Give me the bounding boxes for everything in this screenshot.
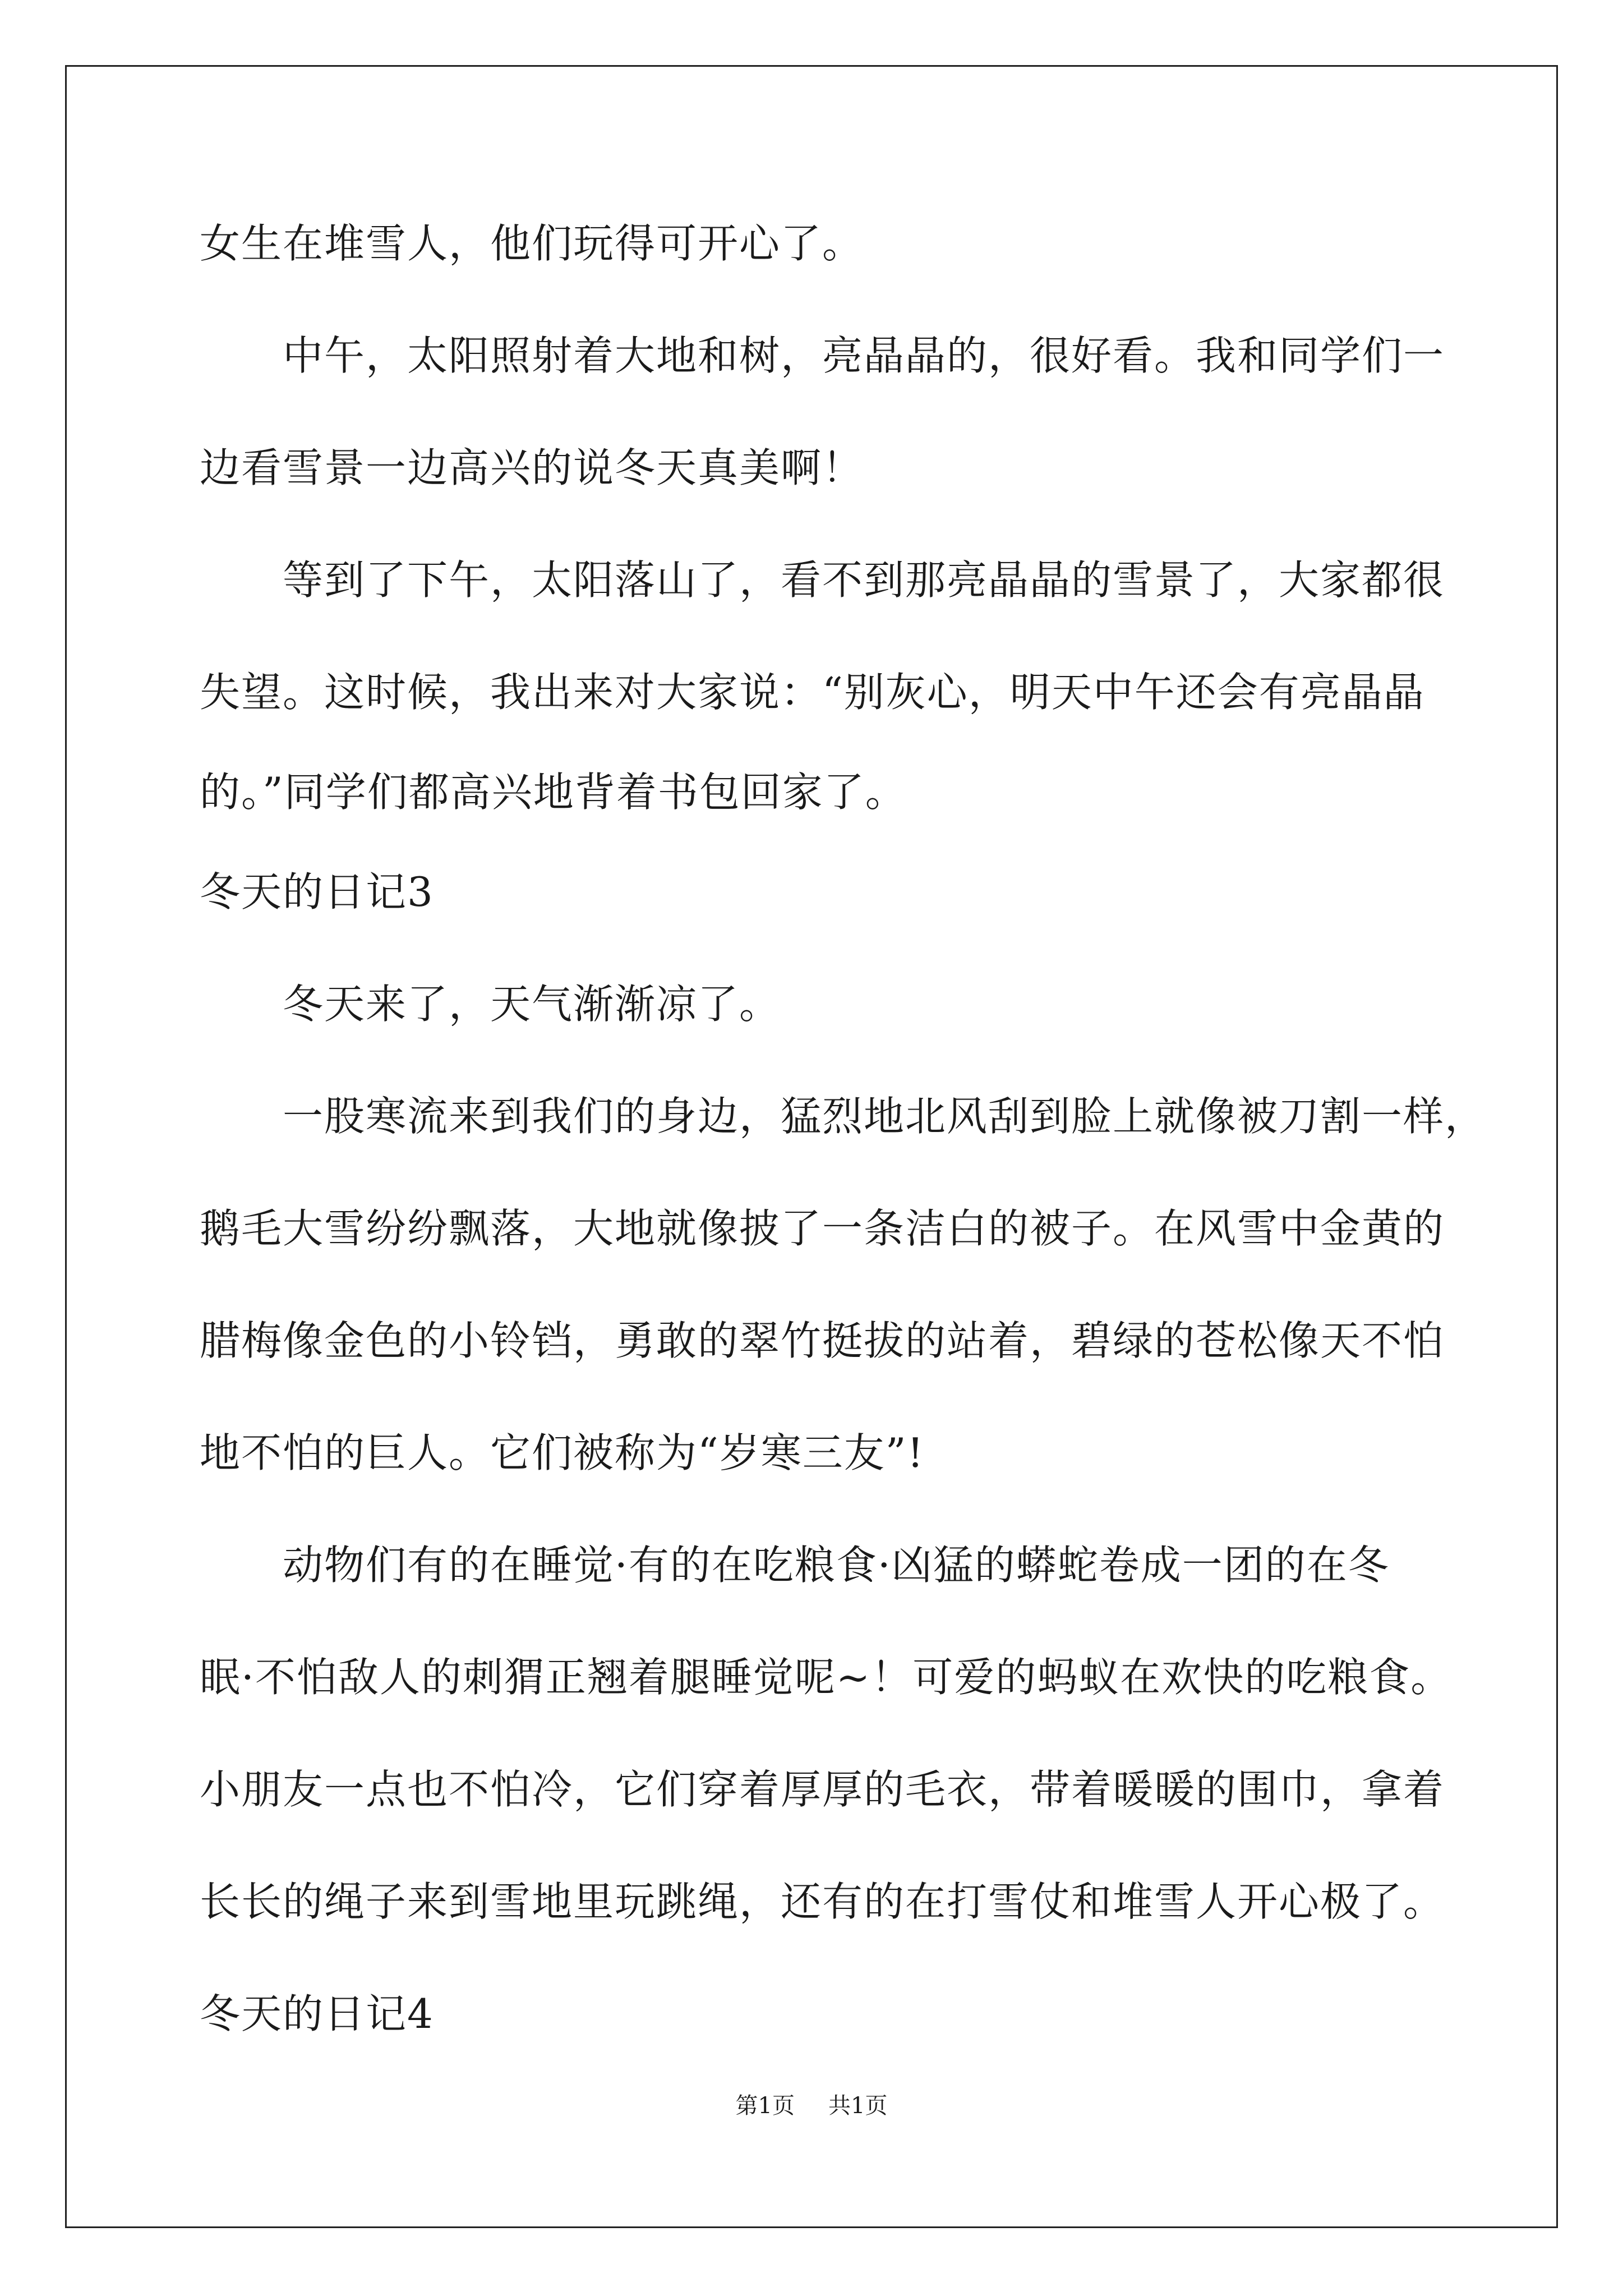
body-line: 的。”同学们都高兴地背着书包回家了。 (200, 769, 907, 816)
page-number: 第1页 (735, 2093, 795, 2119)
body-line: 冬天来了，天气渐渐凉了。 (283, 981, 781, 1028)
body-line: 地不怕的巨人。它们被称为“岁寒三友”! (200, 1429, 925, 1476)
section-heading: 冬天的日记3 (200, 868, 434, 915)
body-line: 动物们有的在睡觉·有的在吃粮食·凶猛的蟒蛇卷成一团的在冬 (283, 1542, 1390, 1589)
section-heading: 冬天的日记4 (200, 1990, 434, 2037)
body-line: 一股寒流来到我们的身边，猛烈地北风刮到脸上就像被刀割一样， (283, 1093, 1487, 1140)
body-line: 女生在堆雪人，他们玩得可开心了。 (200, 220, 864, 267)
body-line: 边看雪景一边高兴的说冬天真美啊！ (200, 444, 864, 491)
body-line: 中午，太阳照射着大地和树，亮晶晶的，很好看。我和同学们一 (283, 332, 1445, 379)
body-line: 长长的绳子来到雪地里玩跳绳，还有的在打雪仗和堆雪人开心极了。 (200, 1878, 1445, 1925)
body-line: 失望。这时候，我出来对大家说：“别灰心，明天中午还会有亮晶晶 (200, 669, 1425, 716)
body-line: 鹅毛大雪纷纷飘落，大地就像披了一条洁白的被子。在风雪中金黄的 (200, 1205, 1445, 1252)
page-footer (0, 2088, 1623, 2120)
body-line: 等到了下午，太阳落山了，看不到那亮晶晶的雪景了，大家都很 (283, 556, 1445, 604)
body-line: 腊梅像金色的小铃铛，勇敢的翠竹挺拔的站着，碧绿的苍松像天不怕 (200, 1317, 1445, 1364)
body-line: 眠·不怕敌人的刺猬正翘着腿睡觉呢~！可爱的蚂蚁在欢快的吃粮食。 (200, 1654, 1453, 1701)
page-total: 共1页 (828, 2093, 888, 2119)
body-line: 小朋友一点也不怕冷，它们穿着厚厚的毛衣，带着暖暖的围巾，拿着 (200, 1766, 1445, 1813)
